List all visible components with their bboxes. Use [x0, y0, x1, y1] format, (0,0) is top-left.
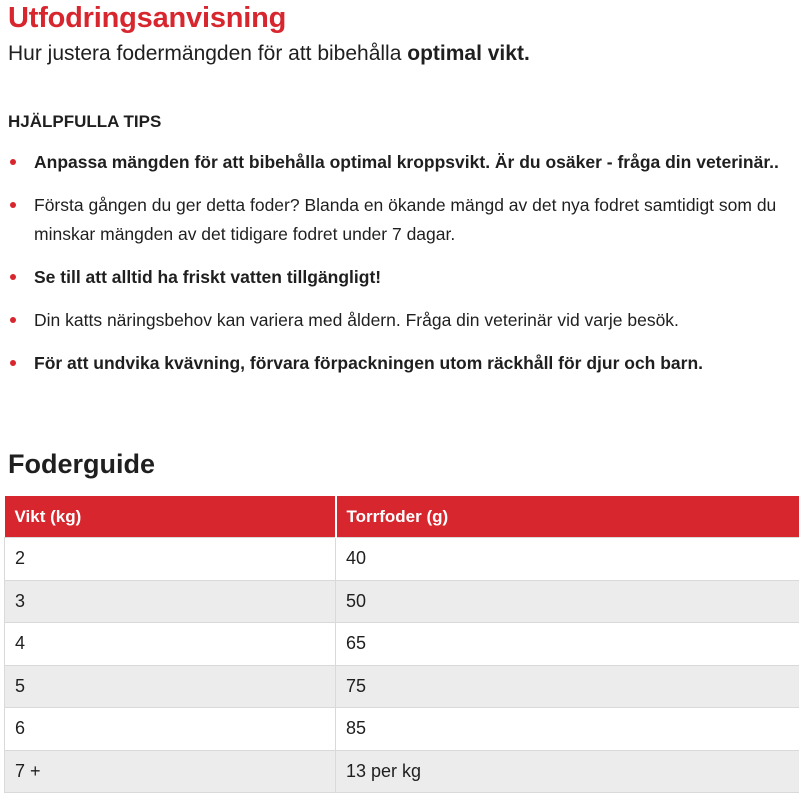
- table-row: [5, 623, 799, 666]
- bullet-dot-icon: [10, 159, 16, 165]
- cell-weight: 7 +: [5, 750, 336, 793]
- cell-weight: 3: [5, 580, 336, 623]
- cell-dry-food: 50: [336, 580, 799, 623]
- bullet-dot-icon: [10, 360, 16, 366]
- tip-text: Anpassa mängden för att bibehålla optimal kroppsvikt. Är du osäker - fråga din veterinär..: [34, 152, 779, 172]
- feeding-table: [4, 496, 799, 793]
- cell-weight: 2: [5, 538, 336, 581]
- tip-text: Första gången du ger detta foder? Blanda en ökande mängd av det nya fodret samtidigt som du minskar mängden av det tidigare fodret under 7 dagar.: [34, 195, 777, 244]
- cell-dry-food: 85: [336, 708, 799, 751]
- tip-item: [0, 263, 799, 292]
- tips-heading: HJÄLPFULLA TIPS: [8, 112, 162, 131]
- guide-title: Foderguide: [8, 449, 155, 479]
- bullet-dot-icon: [10, 274, 16, 280]
- cell-dry-food: 65: [336, 623, 799, 666]
- table-row: [5, 750, 799, 793]
- column-header-weight: Vikt (kg): [5, 496, 336, 538]
- column-header-dry-food: Torrfoder (g): [336, 496, 799, 538]
- tip-text: Se till att alltid ha friskt vatten tillgängligt!: [34, 267, 382, 287]
- cell-dry-food: 75: [336, 665, 799, 708]
- cell-weight: 5: [5, 665, 336, 708]
- cell-dry-food: 40: [336, 538, 799, 581]
- table-row: [5, 665, 799, 708]
- page-subtitle: [8, 42, 530, 66]
- cell-dry-food: 13 per kg: [336, 750, 799, 793]
- table-row: [5, 538, 799, 581]
- tip-item: [0, 148, 799, 177]
- tip-item: [0, 349, 799, 378]
- table-row: [5, 580, 799, 623]
- subtitle-regular: Hur justera fodermängden för att bibehålla: [8, 42, 408, 65]
- bullet-dot-icon: [10, 317, 16, 323]
- tip-item: [0, 306, 799, 335]
- subtitle-bold: optimal vikt.: [407, 42, 530, 65]
- table-row: [5, 708, 799, 751]
- table-header-row: [5, 496, 799, 538]
- cell-weight: 6: [5, 708, 336, 751]
- bullet-dot-icon: [10, 202, 16, 208]
- tip-item: [0, 191, 799, 249]
- tips-list: [0, 148, 799, 392]
- tip-text: För att undvika kvävning, förvara förpackningen utom räckhåll för djur och barn.: [34, 353, 704, 373]
- page-title: Utfodringsanvisning: [8, 2, 287, 34]
- tip-text: Din katts näringsbehov kan variera med åldern. Fråga din veterinär vid varje besök.: [34, 310, 679, 330]
- cell-weight: 4: [5, 623, 336, 666]
- table-body: [5, 538, 799, 793]
